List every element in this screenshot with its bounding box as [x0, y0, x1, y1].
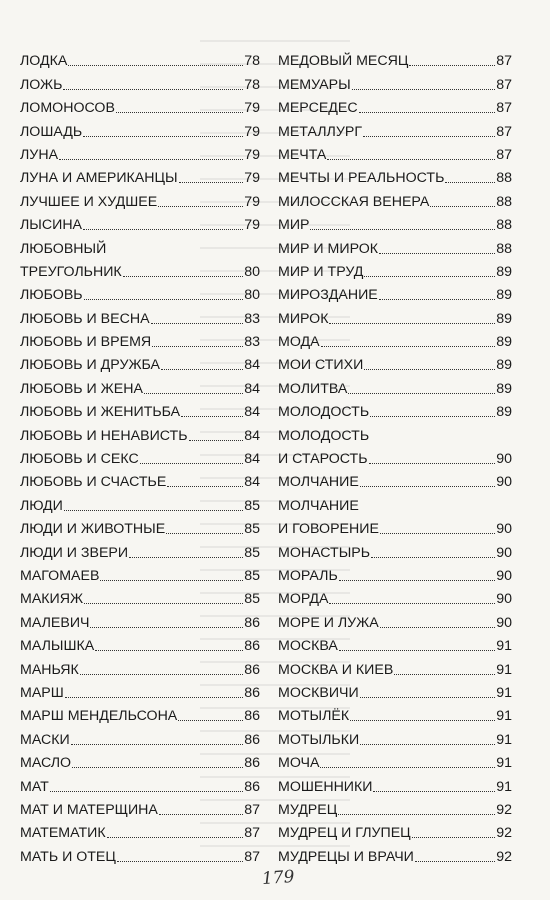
entry-label: МОЛОДОСТЬ [278, 404, 370, 421]
entry-label: МОНАСТЫРЬ [278, 544, 371, 561]
dot-leader [350, 720, 495, 721]
entry-page-number: 86 [244, 638, 260, 655]
entry-label: ЛЮБОВЬ И ДРУЖБА [20, 357, 161, 374]
entry-page-number: 87 [244, 848, 260, 865]
index-entry [20, 210, 260, 233]
entry-page-number: 79 [244, 193, 260, 210]
index-entry [278, 654, 512, 677]
dot-leader [129, 557, 243, 558]
index-entry [20, 93, 260, 116]
entry-label: МАРШ [20, 684, 64, 701]
dot-leader [369, 463, 496, 464]
index-entry [20, 607, 260, 630]
index-entry [278, 140, 512, 163]
dot-leader [371, 557, 495, 558]
index-entry [20, 795, 260, 818]
entry-label: МИР И ТРУД [278, 263, 364, 280]
index-entry [20, 537, 260, 560]
index-entry [20, 724, 260, 747]
dot-leader [348, 393, 495, 394]
entry-page-number: 78 [244, 76, 260, 93]
entry-label: ЛЮБОВЬ И ВРЕМЯ [20, 334, 152, 351]
dot-leader [117, 861, 243, 862]
entry-page-number: 90 [496, 521, 512, 538]
index-column-right [278, 46, 512, 865]
entry-label: МОИ СТИХИ [278, 357, 364, 374]
index-entry [20, 350, 260, 373]
entry-label: ЛЮБОВЬ [20, 287, 83, 304]
entry-label: МАЛЫШКА [20, 638, 95, 655]
index-entry [20, 233, 260, 256]
entry-label: МОЛИТВА [278, 380, 348, 397]
entry-page-number: 86 [244, 661, 260, 678]
index-entry [278, 69, 512, 92]
dot-leader [430, 206, 495, 207]
dot-leader [65, 697, 243, 698]
entry-label: МЕЧТЫ И РЕАЛЬНОСТЬ [278, 170, 445, 187]
dot-leader [167, 486, 243, 487]
dot-leader [339, 650, 495, 651]
index-entry [20, 327, 260, 350]
index-entry [20, 257, 260, 280]
index-entry [278, 116, 512, 139]
entry-page-number: 78 [244, 53, 260, 70]
index-entry [278, 561, 512, 584]
index-entry [20, 467, 260, 490]
entry-page-number: 84 [244, 451, 260, 468]
index-entry [278, 724, 512, 747]
index-entry [278, 537, 512, 560]
index-entry [20, 818, 260, 841]
dot-leader [158, 206, 243, 207]
entry-label: МУДРЕЦЫ И ВРАЧИ [278, 848, 414, 865]
index-entry [278, 350, 512, 373]
index-entry [20, 514, 260, 537]
dot-leader [379, 299, 495, 300]
entry-label: ЛОДКА [20, 53, 68, 70]
entry-label: ЛОЖЬ [20, 76, 63, 93]
index-entry [20, 397, 260, 420]
entry-page-number: 91 [496, 638, 512, 655]
index-entry [278, 444, 512, 467]
index-entry [278, 257, 512, 280]
entry-label: МИР [278, 217, 310, 234]
index-entry [278, 795, 512, 818]
index-entry [20, 771, 260, 794]
index-entry [20, 186, 260, 209]
entry-page-number: 87 [496, 76, 512, 93]
entry-label: МАГОМАЕВ [20, 567, 100, 584]
entry-page-number: 89 [496, 310, 512, 327]
dot-leader [152, 346, 243, 347]
entry-page-number: 89 [496, 263, 512, 280]
entry-label: МОСКВИЧИ [278, 684, 359, 701]
index-entry [278, 490, 512, 513]
entry-label: МАТ [20, 778, 49, 795]
entry-label: МАТЬ И ОТЕЦ [20, 848, 116, 865]
entry-label: ЛЮДИ [20, 497, 63, 514]
dot-leader [310, 229, 495, 230]
index-entry [20, 69, 260, 92]
entry-page-number: 89 [496, 380, 512, 397]
index-entry [278, 210, 512, 233]
index-entry [20, 678, 260, 701]
index-entry [278, 841, 512, 864]
index-entry [20, 280, 260, 303]
entry-label: ЛОШАДЬ [20, 123, 83, 140]
index-entry [278, 701, 512, 724]
dot-leader [63, 89, 243, 90]
entry-page-number: 87 [496, 53, 512, 70]
index-entry [20, 420, 260, 443]
index-entry [278, 233, 512, 256]
entry-label: МЕЧТА [278, 146, 327, 163]
dot-leader [64, 510, 243, 511]
index-entry [278, 818, 512, 841]
entry-label: МОЛЧАНИЕ [278, 497, 359, 514]
entry-page-number: 79 [244, 123, 260, 140]
dot-leader [50, 791, 243, 792]
dot-leader [90, 627, 243, 628]
entry-page-number: 79 [244, 170, 260, 187]
dot-leader [320, 767, 495, 768]
index-entry [20, 841, 260, 864]
entry-page-number: 89 [496, 357, 512, 374]
entry-page-number: 92 [496, 825, 512, 842]
entry-label: ЛЮБОВЬ И СЧАСТЬЕ [20, 474, 167, 491]
page-number: 179 [261, 866, 296, 890]
index-entry [278, 46, 512, 69]
entry-label: МОСКВА [278, 638, 338, 655]
dot-leader [339, 580, 495, 581]
dot-leader [166, 533, 243, 534]
entry-label: ЛЮБОВЬ И ВЕСНА [20, 310, 150, 327]
entry-label: МОРДА [278, 591, 329, 608]
dot-leader [412, 837, 496, 838]
entry-page-number: 90 [496, 544, 512, 561]
dot-leader [329, 323, 495, 324]
entry-page-number: 79 [244, 217, 260, 234]
dot-leader [59, 159, 243, 160]
dot-leader [123, 276, 244, 277]
index-entry [20, 748, 260, 771]
index-entry [20, 490, 260, 513]
dot-leader [370, 416, 495, 417]
entry-page-number: 85 [244, 544, 260, 561]
entry-page-number: 91 [496, 661, 512, 678]
entry-label: ЛЮБОВЬ И СЕКС [20, 451, 139, 468]
index-entry [20, 163, 260, 186]
entry-label: ТРЕУГОЛЬНИК [20, 263, 122, 280]
index-entry [20, 584, 260, 607]
entry-label: ЛЮБОВЬ И ЖЕНА [20, 380, 143, 397]
dot-leader [107, 837, 244, 838]
index-entry [20, 701, 260, 724]
index-entry [278, 280, 512, 303]
entry-label: МОТЫЛЁК [278, 708, 350, 725]
entry-page-number: 88 [496, 170, 512, 187]
dot-leader [445, 182, 495, 183]
entry-page-number: 87 [244, 825, 260, 842]
index-entry [20, 631, 260, 654]
dot-leader [178, 720, 243, 721]
index-entry [278, 607, 512, 630]
entry-page-number: 91 [496, 731, 512, 748]
entry-page-number: 91 [496, 778, 512, 795]
entry-label: МОСКВА И КИЕВ [278, 661, 394, 678]
index-entry [20, 373, 260, 396]
entry-page-number: 88 [496, 240, 512, 257]
entry-label: ЛЮБОВЬ И НЕНАВИСТЬ [20, 427, 188, 444]
entry-page-number: 87 [496, 146, 512, 163]
index-entry [278, 303, 512, 326]
dot-leader [364, 369, 495, 370]
index-entry [20, 444, 260, 467]
dot-leader [84, 299, 244, 300]
dot-leader [363, 136, 495, 137]
entry-label: ЛОМОНОСОВ [20, 100, 115, 117]
index-entry [278, 93, 512, 116]
entry-label: ЛЮДИ И ЗВЕРИ [20, 544, 129, 561]
entry-page-number: 86 [244, 614, 260, 631]
index-entry [278, 163, 512, 186]
entry-label: ЛУЧШЕЕ И ХУДШЕЕ [20, 193, 158, 210]
entry-label: МУДРЕЦ И ГЛУПЕЦ [278, 825, 411, 842]
entry-label: МЕТАЛЛУРГ [278, 123, 363, 140]
index-entry [20, 561, 260, 584]
entry-page-number: 85 [244, 521, 260, 538]
entry-page-number: 90 [496, 591, 512, 608]
entry-label: МУДРЕЦ [278, 801, 338, 818]
entry-page-number: 89 [496, 334, 512, 351]
index-entry [278, 373, 512, 396]
dot-leader [409, 65, 495, 66]
index-entry [278, 186, 512, 209]
entry-label: МОРЕ И ЛУЖА [278, 614, 379, 631]
entry-label: И СТАРОСТЬ [278, 451, 368, 468]
dot-leader [151, 323, 244, 324]
index-entry [278, 514, 512, 537]
entry-label: ЛЫСИНА [20, 217, 83, 234]
entry-page-number: 87 [496, 123, 512, 140]
entry-label: МЕДОВЫЙ МЕСЯЦ [278, 53, 409, 70]
dot-leader [140, 463, 243, 464]
entry-page-number: 87 [244, 801, 260, 818]
entry-page-number: 79 [244, 100, 260, 117]
dot-leader [380, 533, 495, 534]
entry-label: МАТЕМАТИК [20, 825, 106, 842]
entry-page-number: 84 [244, 357, 260, 374]
entry-page-number: 88 [496, 193, 512, 210]
dot-leader [360, 697, 496, 698]
entry-page-number: 86 [244, 684, 260, 701]
entry-label: МОЛОДОСТЬ [278, 427, 370, 444]
dot-leader [364, 276, 495, 277]
dot-leader [327, 159, 495, 160]
dot-leader [68, 65, 243, 66]
entry-label: МИЛОССКАЯ ВЕНЕРА [278, 193, 430, 210]
entry-page-number: 84 [244, 427, 260, 444]
index-entry [20, 303, 260, 326]
entry-page-number: 86 [244, 755, 260, 772]
entry-page-number: 91 [496, 755, 512, 772]
entry-page-number: 85 [244, 497, 260, 514]
entry-label: МАСКИ [20, 731, 70, 748]
dot-leader [80, 674, 244, 675]
entry-label: МИРОК [278, 310, 329, 327]
entry-page-number: 83 [244, 334, 260, 351]
entry-label: МОРАЛЬ [278, 567, 338, 584]
index-entry [20, 46, 260, 69]
entry-label: МИР И МИРОК [278, 240, 379, 257]
entry-page-number: 91 [496, 708, 512, 725]
dot-leader [84, 603, 243, 604]
entry-page-number: 89 [496, 404, 512, 421]
entry-page-number: 91 [496, 684, 512, 701]
entry-page-number: 80 [244, 263, 260, 280]
dot-leader [373, 791, 495, 792]
entry-page-number: 87 [496, 100, 512, 117]
entry-label: ЛЮБОВНЫЙ [20, 240, 107, 257]
entry-page-number: 83 [244, 310, 260, 327]
entry-page-number: 84 [244, 474, 260, 491]
dot-leader [359, 112, 496, 113]
entry-label: МЕМУАРЫ [278, 76, 351, 93]
dot-leader [379, 253, 495, 254]
index-entry [278, 678, 512, 701]
entry-page-number: 90 [496, 614, 512, 631]
entry-page-number: 79 [244, 146, 260, 163]
entry-label: МАСЛО [20, 755, 72, 772]
index-entry [20, 654, 260, 677]
dot-leader [159, 814, 243, 815]
entry-page-number: 85 [244, 591, 260, 608]
index-entry [278, 584, 512, 607]
dot-leader [95, 650, 243, 651]
entry-label: МОЛЧАНИЕ [278, 474, 359, 491]
dot-leader [144, 393, 243, 394]
entry-label: ЛУНА [20, 146, 59, 163]
dot-leader [329, 603, 495, 604]
entry-page-number: 84 [244, 380, 260, 397]
entry-label: МАНЬЯК [20, 661, 79, 678]
dot-leader [380, 627, 495, 628]
entry-label: МАЛЕВИЧ [20, 614, 90, 631]
index-entry [278, 420, 512, 443]
index-entry [278, 397, 512, 420]
index-entry [278, 327, 512, 350]
entry-page-number: 90 [496, 474, 512, 491]
dot-leader [179, 182, 244, 183]
dot-leader [71, 744, 244, 745]
dot-leader [415, 861, 495, 862]
entry-label: ЛЮДИ И ЖИВОТНЫЕ [20, 521, 166, 538]
index-entry [20, 140, 260, 163]
dot-leader [116, 112, 243, 113]
dot-leader [352, 89, 496, 90]
entry-page-number: 86 [244, 708, 260, 725]
entry-page-number: 90 [496, 567, 512, 584]
dot-leader [181, 416, 243, 417]
dot-leader [338, 814, 495, 815]
entry-page-number: 80 [244, 287, 260, 304]
entry-label: МОДА [278, 334, 320, 351]
entry-page-number: 88 [496, 217, 512, 234]
dot-leader [83, 136, 243, 137]
entry-page-number: 89 [496, 287, 512, 304]
entry-label: МОТЫЛЬКИ [278, 731, 360, 748]
entry-page-number: 86 [244, 731, 260, 748]
dot-leader [83, 229, 243, 230]
dot-leader [72, 767, 243, 768]
entry-label: И ГОВОРЕНИЕ [278, 521, 379, 538]
index-entry [278, 631, 512, 654]
entry-label: МАРШ МЕНДЕЛЬСОНА [20, 708, 178, 725]
entry-label: МИРОЗДАНИЕ [278, 287, 378, 304]
entry-label: ЛЮБОВЬ И ЖЕНИТЬБА [20, 404, 181, 421]
entry-page-number: 84 [244, 404, 260, 421]
index-entry [278, 771, 512, 794]
dot-leader [394, 674, 495, 675]
entry-page-number: 85 [244, 567, 260, 584]
entry-page-number: 92 [496, 801, 512, 818]
entry-label: МАКИЯЖ [20, 591, 84, 608]
dot-leader [189, 440, 244, 441]
entry-page-number: 86 [244, 778, 260, 795]
entry-label: МОЧА [278, 755, 320, 772]
dot-leader [360, 486, 495, 487]
index-column-left [20, 46, 260, 865]
entry-label: МЕРСЕДЕС [278, 100, 358, 117]
entry-label: МОШЕННИКИ [278, 778, 373, 795]
index-entry [278, 748, 512, 771]
dot-leader [360, 744, 495, 745]
entry-page-number: 90 [496, 451, 512, 468]
entry-label: МАТ И МАТЕРЩИНА [20, 801, 158, 818]
entry-label: ЛУНА И АМЕРИКАНЦЫ [20, 170, 178, 187]
dot-leader [321, 346, 496, 347]
index-entry [278, 467, 512, 490]
dot-leader [100, 580, 243, 581]
entry-page-number: 92 [496, 848, 512, 865]
dot-leader [161, 369, 243, 370]
index-entry [20, 116, 260, 139]
